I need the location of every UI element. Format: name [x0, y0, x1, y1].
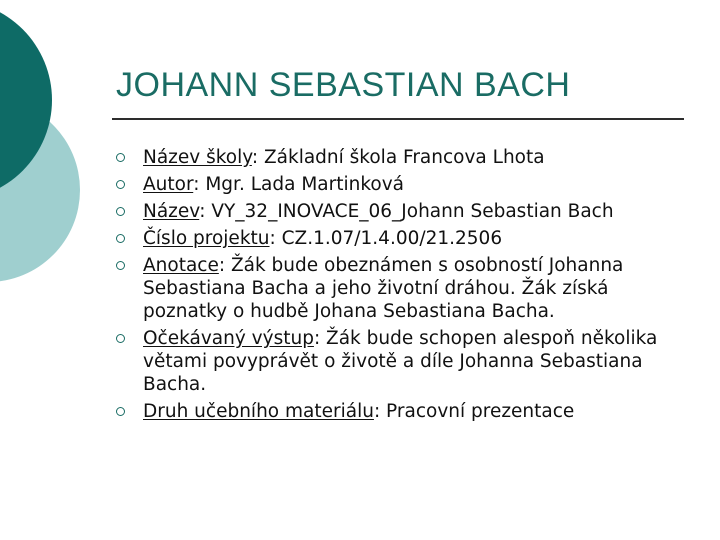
item-text: : Základní škola Francova Lhota	[251, 147, 545, 168]
item-text: : Mgr. Lada Martinková	[193, 174, 405, 195]
list-item	[116, 254, 676, 323]
list-item	[116, 200, 676, 223]
list-item	[116, 400, 676, 423]
item-label: Autor	[143, 174, 194, 195]
hollow-circle-bullet-icon	[116, 407, 125, 416]
item-label: Název školy	[143, 147, 252, 168]
item-text: : VY_32_INOVACE_06_Johann Sebastian Bach	[199, 201, 614, 222]
item-text: : Žák bude obeznámen s osobností Johanna Sebastiana Bacha a jeho životní dráhou. Žák získá poznatky o hudbě Johana Sebastiana Bacha.	[143, 255, 624, 322]
list-item	[116, 327, 676, 396]
hollow-circle-bullet-icon	[116, 207, 125, 216]
item-label: Anotace	[143, 255, 219, 276]
slide-title: JOHANN SEBASTIAN BACH	[116, 66, 571, 104]
item-text: : CZ.1.07/1.4.00/21.2506	[269, 228, 503, 249]
item-text: : Pracovní prezentace	[373, 401, 575, 422]
item-label: Druh učebního materiálu	[143, 401, 374, 422]
list-item	[116, 173, 676, 196]
hollow-circle-bullet-icon	[116, 153, 125, 162]
title-divider	[112, 118, 684, 120]
hollow-circle-bullet-icon	[116, 234, 125, 243]
list-item	[116, 146, 676, 169]
item-label: Název	[143, 201, 200, 222]
hollow-circle-bullet-icon	[116, 334, 125, 343]
item-label: Číslo projektu	[143, 228, 270, 249]
hollow-circle-bullet-icon	[116, 261, 125, 270]
item-label: Očekávaný výstup	[143, 328, 314, 349]
list-item	[116, 227, 676, 250]
hollow-circle-bullet-icon	[116, 180, 125, 189]
item-text: : Žák bude schopen alespoň několika větami povyprávět o životě a díle Johanna Sebastiana Bacha.	[143, 328, 658, 395]
info-list	[116, 146, 676, 427]
